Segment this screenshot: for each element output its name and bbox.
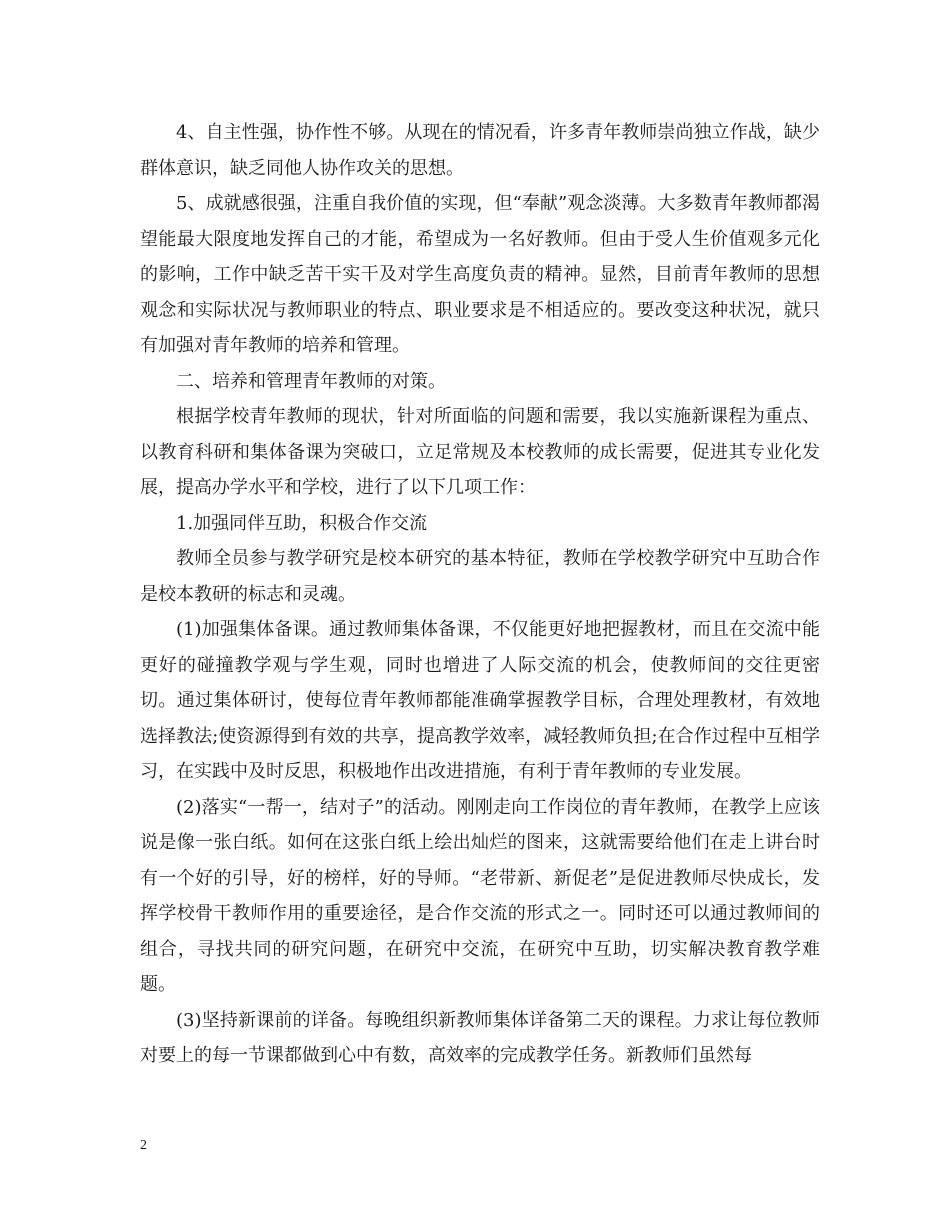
- paragraph-teacher-research: 教师全员参与教学研究是校本研究的基本特征，教师在学校教学研究中互助合作是校本教研的标志和灵魂。: [140, 548, 820, 605]
- paragraph-item-2: (2)落实“一帮一，结对子”的活动。刚刚走向工作岗位的青年教师，在教学上应该说是像一张白纸。如何在这张白纸上绘出灿烂的图来，这就需要给他们在走上讲台时有一个好的引导，好的榜样，好的导师。“老带新、新促老”是促进教师尽快成长，发挥学校骨干教师作用的重要途径，是合作交流的形式之一。同时还可以通过教师间的组合，寻找共同的研究问题，在研究中交流，在研究中互助，切实解决教育教学难题。: [140, 796, 820, 995]
- subheading-1: 1.加强同伴互助，积极合作交流: [176, 512, 428, 534]
- paragraph-point-4: 4、自主性强，协作性不够。从现在的情况看，许多青年教师崇尚独立作战，缺少群体意识，缺乏同他人协作攻关的思想。: [140, 122, 820, 179]
- paragraph-intro: 根据学校青年教师的现状，针对所面临的问题和需要，我以实施新课程为重点、以教育科研和集体备课为突破口，立足常规及本校教师的成长需要，促进其专业化发展，提高办学水平和学校，进行了以下几项工作：: [140, 406, 820, 498]
- page-body: [140, 115, 820, 1074]
- paragraph-item-1: (1)加强集体备课。通过教师集体备课，不仅能更好地把握教材，而且在交流中能更好的碰撞教学观与学生观，同时也增进了人际交流的机会，使教师间的交往更密切。通过集体研讨，使每位青年教师都能准确掌握教学目标，合理处理教材，有效地选择教法;使资源得到有效的共享，提高教学效率，减轻教师负担;在合作过程中互相学习，在实践中及时反思，积极地作出改进措施，有利于青年教师的专业发展。: [140, 619, 820, 782]
- page-number: 2: [140, 1138, 147, 1153]
- paragraph-item-3: (3)坚持新课前的详备。每晚组织新教师集体详备第二天的课程。力求让每位教师对要上的每一节课都做到心中有数，高效率的完成教学任务。新教师们虽然每: [140, 1009, 820, 1066]
- section-heading-2: 二、培养和管理青年教师的对策。: [176, 370, 446, 392]
- paragraph-point-5: 5、成就感很强，注重自我价值的实现，但“奉献”观念淡薄。大多数青年教师都渴望能最大限度地发挥自己的才能，希望成为一名好教师。但由于受人生价值观多元化的影响，工作中缺乏苦干实干及对学生高度负责的精神。显然，目前青年教师的思想观念和实际状况与教师职业的特点、职业要求是不相适应的。要改变这种状况，就只有加强对青年教师的培养和管理。: [140, 193, 820, 356]
